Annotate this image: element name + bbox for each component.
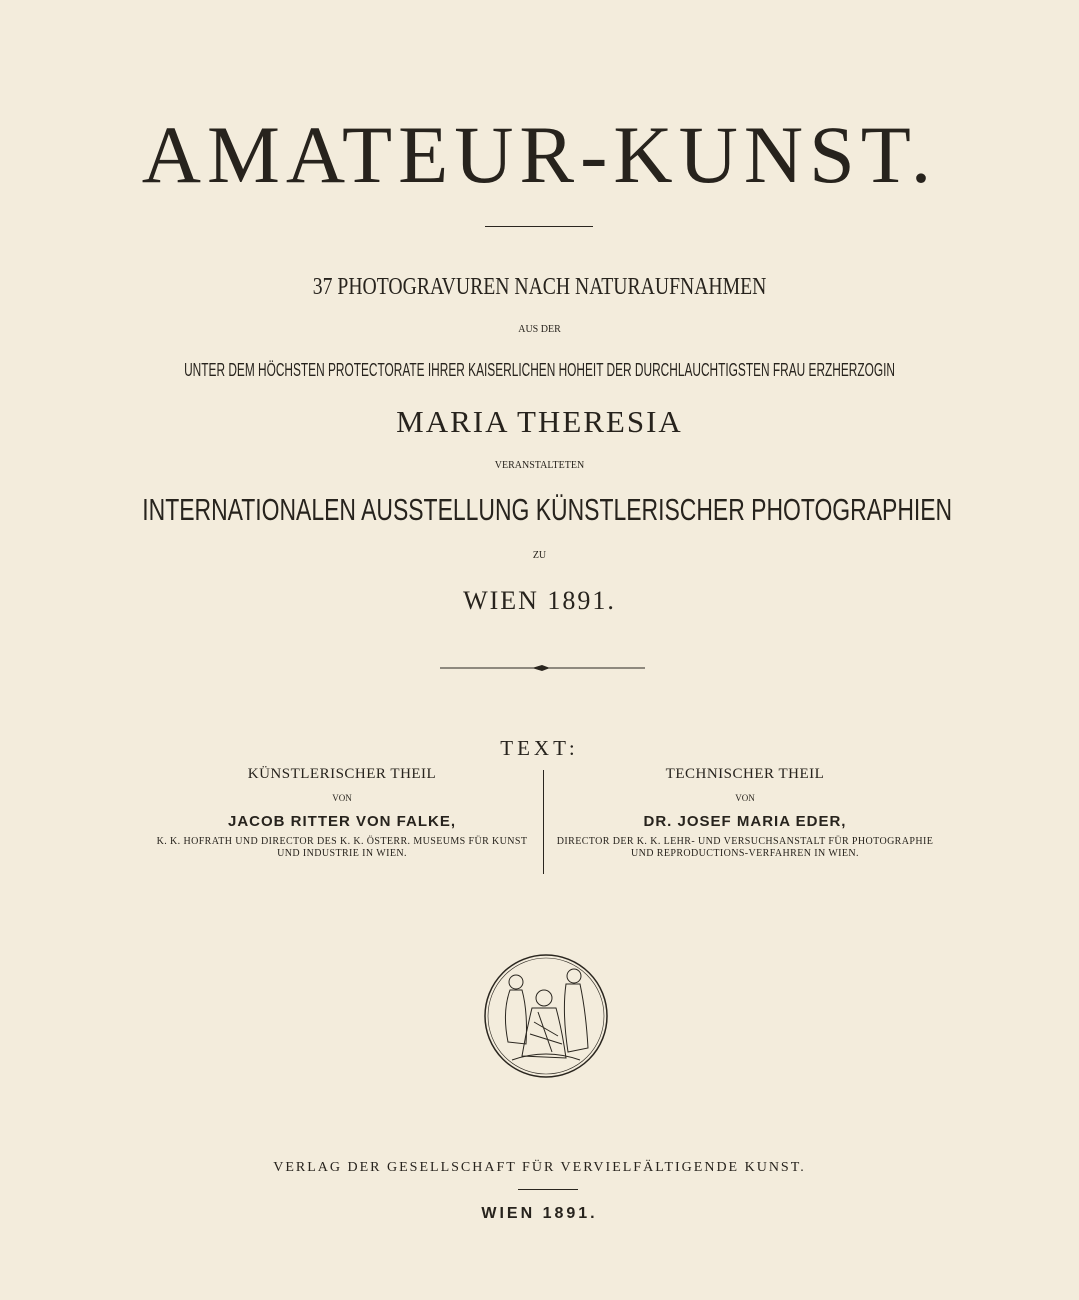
von-label: VON — [735, 793, 755, 803]
author-name: JACOB RITTER VON FALKE, — [227, 813, 456, 830]
exhibition-text: INTERNATIONALEN AUSSTELLUNG KÜNSTLERISCHER PHOTOGRAPHIEN — [142, 492, 953, 527]
subtitle — [0, 274, 1079, 301]
author-desc-2: UND REPRODUCTIONS-VERFAHREN IN WIEN. — [631, 848, 859, 859]
artistic-part-column — [132, 766, 552, 860]
column-heading: TECHNISCHER THEIL — [665, 766, 825, 782]
emblem-medallion — [482, 952, 610, 1080]
aus-der: AUS DER — [518, 324, 561, 335]
text-heading: TEXT: — [500, 736, 579, 760]
exhibition-title — [0, 492, 1079, 528]
publisher: VERLAG DER GESELLSCHAFT FÜR VERVIELFÄLTIGENDE KUNST. — [273, 1160, 806, 1175]
book-title — [0, 108, 1079, 202]
publisher-rule — [518, 1189, 578, 1190]
zu: ZU — [532, 550, 547, 561]
subtitle-text: 37 PHOTOGRAVUREN NACH NATURAUFNAHMEN — [312, 274, 767, 300]
author-desc-1: DIRECTOR DER K. K. LEHR- UND VERSUCHSANSTALT FÜR PHOTOGRAPHIE — [556, 836, 934, 847]
author-desc-2: UND INDUSTRIE IN WIEN. — [277, 848, 407, 859]
von-label: VON — [332, 793, 352, 803]
imprint: WIEN 1891. — [481, 1205, 598, 1222]
ornamental-divider — [440, 662, 645, 674]
veranstalteten: VERANSTALTETEN — [494, 460, 585, 471]
technical-part-column — [535, 766, 955, 860]
protectorate-text: UNTER DEM HÖCHSTEN PROTECTORATE IHRER KAISERLICHEN HOHEIT DER DURCHLAUCHTIGSTEN FRAU ERZHERZOGIN — [184, 360, 895, 380]
author-name: DR. JOSEF MARIA EDER, — [643, 813, 847, 830]
patron-name: MARIA THERESIA — [396, 404, 683, 439]
title-text: AMATEUR-KUNST. — [141, 109, 938, 200]
column-heading: KÜNSTLERISCHER THEIL — [247, 766, 437, 782]
protectorate-line — [0, 360, 1079, 381]
place-year: WIEN 1891. — [463, 586, 616, 615]
title-rule — [485, 226, 593, 227]
author-desc-1: K. K. HOFRATH UND DIRECTOR DES K. K. ÖSTERR. MUSEUMS FÜR KUNST — [156, 836, 528, 847]
